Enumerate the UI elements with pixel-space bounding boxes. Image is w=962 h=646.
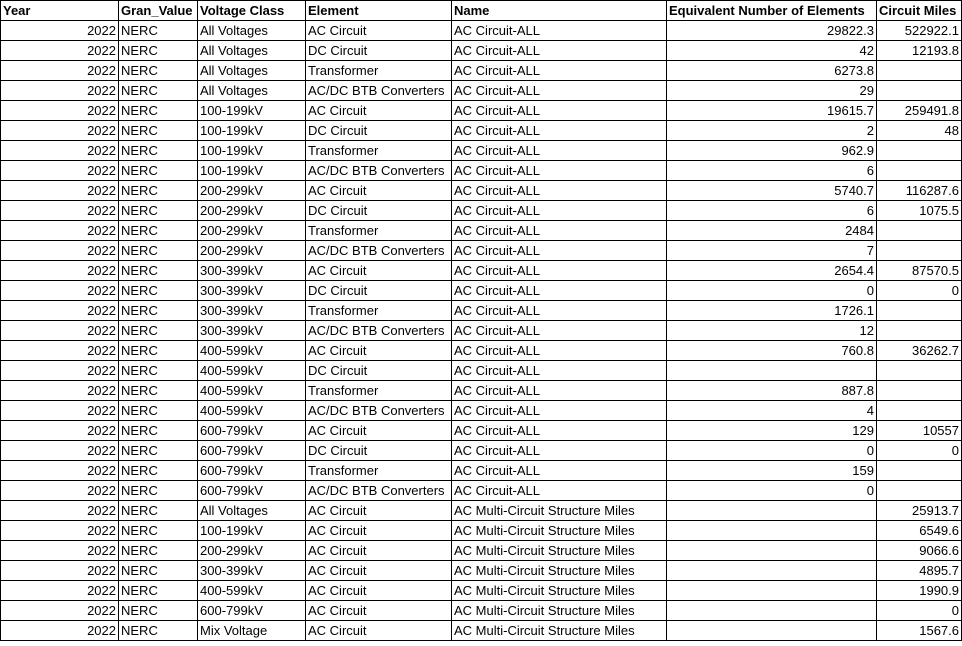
table-row <box>1 601 962 621</box>
cell-element[interactable]: AC Circuit <box>306 341 452 361</box>
table-row <box>1 581 962 601</box>
cell-gran-value[interactable]: NERC <box>119 361 198 381</box>
header-gran-value[interactable]: Gran_Value <box>119 1 198 21</box>
cell-element[interactable]: AC Circuit <box>306 601 452 621</box>
cell-equivalent-number[interactable] <box>667 601 877 621</box>
cell-equivalent-number[interactable] <box>667 521 877 541</box>
cell-equivalent-number[interactable]: 6 <box>667 201 877 221</box>
cell-element[interactable]: AC/DC BTB Converters <box>306 401 452 421</box>
table-row <box>1 61 962 81</box>
cell-year[interactable]: 2022 <box>1 121 119 141</box>
cell-circuit-miles[interactable] <box>877 161 962 181</box>
cell-gran-value[interactable]: NERC <box>119 121 198 141</box>
cell-voltage-class[interactable]: All Voltages <box>198 61 306 81</box>
cell-circuit-miles[interactable]: 9066.6 <box>877 541 962 561</box>
cell-equivalent-number[interactable]: 962.9 <box>667 141 877 161</box>
cell-name[interactable]: AC Circuit-ALL <box>452 261 667 281</box>
cell-gran-value[interactable]: NERC <box>119 521 198 541</box>
cell-circuit-miles[interactable]: 36262.7 <box>877 341 962 361</box>
table-row <box>1 281 962 301</box>
cell-year[interactable]: 2022 <box>1 301 119 321</box>
cell-circuit-miles[interactable] <box>877 301 962 321</box>
cell-equivalent-number[interactable]: 159 <box>667 461 877 481</box>
cell-circuit-miles[interactable]: 0 <box>877 601 962 621</box>
header-voltage-class[interactable]: Voltage Class <box>198 1 306 21</box>
cell-year[interactable]: 2022 <box>1 201 119 221</box>
cell-equivalent-number[interactable]: 12 <box>667 321 877 341</box>
cell-voltage-class[interactable]: All Voltages <box>198 41 306 61</box>
cell-year[interactable]: 2022 <box>1 361 119 381</box>
cell-equivalent-number[interactable]: 760.8 <box>667 341 877 361</box>
cell-name[interactable]: AC Circuit-ALL <box>452 301 667 321</box>
cell-circuit-miles[interactable]: 0 <box>877 441 962 461</box>
cell-name[interactable]: AC Circuit-ALL <box>452 201 667 221</box>
cell-element[interactable]: DC Circuit <box>306 441 452 461</box>
cell-year[interactable]: 2022 <box>1 441 119 461</box>
table-row <box>1 101 962 121</box>
table-row <box>1 141 962 161</box>
cell-circuit-miles[interactable] <box>877 81 962 101</box>
cell-gran-value[interactable]: NERC <box>119 61 198 81</box>
cell-gran-value[interactable]: NERC <box>119 221 198 241</box>
cell-circuit-miles[interactable]: 4895.7 <box>877 561 962 581</box>
cell-name[interactable]: AC Circuit-ALL <box>452 381 667 401</box>
cell-equivalent-number[interactable]: 4 <box>667 401 877 421</box>
cell-voltage-class[interactable]: 200-299kV <box>198 221 306 241</box>
cell-circuit-miles[interactable] <box>877 241 962 261</box>
header-year[interactable]: Year <box>1 1 119 21</box>
cell-circuit-miles[interactable]: 12193.8 <box>877 41 962 61</box>
cell-name[interactable]: AC Circuit-ALL <box>452 341 667 361</box>
table-row <box>1 621 962 641</box>
cell-element[interactable]: AC/DC BTB Converters <box>306 321 452 341</box>
cell-name[interactable]: AC Multi-Circuit Structure Miles <box>452 541 667 561</box>
table-row <box>1 201 962 221</box>
cell-year[interactable]: 2022 <box>1 81 119 101</box>
cell-voltage-class[interactable]: 400-599kV <box>198 381 306 401</box>
header-equivalent-number[interactable]: Equivalent Number of Elements <box>667 1 877 21</box>
cell-equivalent-number[interactable]: 887.8 <box>667 381 877 401</box>
table-row <box>1 221 962 241</box>
cell-circuit-miles[interactable]: 259491.8 <box>877 101 962 121</box>
cell-year[interactable]: 2022 <box>1 461 119 481</box>
cell-element[interactable]: DC Circuit <box>306 281 452 301</box>
cell-year[interactable]: 2022 <box>1 61 119 81</box>
cell-name[interactable]: AC Circuit-ALL <box>452 461 667 481</box>
cell-voltage-class[interactable]: 300-399kV <box>198 281 306 301</box>
cell-element[interactable]: AC Circuit <box>306 261 452 281</box>
cell-gran-value[interactable]: NERC <box>119 601 198 621</box>
cell-equivalent-number[interactable] <box>667 581 877 601</box>
cell-equivalent-number[interactable]: 129 <box>667 421 877 441</box>
cell-voltage-class[interactable]: 400-599kV <box>198 341 306 361</box>
table-row <box>1 301 962 321</box>
cell-gran-value[interactable]: NERC <box>119 481 198 501</box>
table-row <box>1 321 962 341</box>
cell-name[interactable]: AC Circuit-ALL <box>452 441 667 461</box>
cell-element[interactable]: AC Circuit <box>306 421 452 441</box>
cell-name[interactable]: AC Circuit-ALL <box>452 321 667 341</box>
cell-year[interactable]: 2022 <box>1 341 119 361</box>
cell-voltage-class[interactable]: 100-199kV <box>198 121 306 141</box>
cell-year[interactable]: 2022 <box>1 401 119 421</box>
cell-equivalent-number[interactable]: 2654.4 <box>667 261 877 281</box>
cell-voltage-class[interactable]: 600-799kV <box>198 461 306 481</box>
cell-voltage-class[interactable]: 400-599kV <box>198 361 306 381</box>
cell-equivalent-number[interactable]: 1726.1 <box>667 301 877 321</box>
cell-element[interactable]: DC Circuit <box>306 41 452 61</box>
cell-name[interactable]: AC Circuit-ALL <box>452 21 667 41</box>
cell-year[interactable]: 2022 <box>1 181 119 201</box>
cell-circuit-miles[interactable] <box>877 361 962 381</box>
cell-gran-value[interactable]: NERC <box>119 161 198 181</box>
cell-year[interactable]: 2022 <box>1 621 119 641</box>
cell-circuit-miles[interactable] <box>877 321 962 341</box>
cell-gran-value[interactable]: NERC <box>119 381 198 401</box>
cell-gran-value[interactable]: NERC <box>119 241 198 261</box>
cell-voltage-class[interactable]: 300-399kV <box>198 561 306 581</box>
cell-circuit-miles[interactable] <box>877 381 962 401</box>
cell-equivalent-number[interactable] <box>667 561 877 581</box>
cell-equivalent-number[interactable]: 0 <box>667 481 877 501</box>
cell-element[interactable]: AC/DC BTB Converters <box>306 481 452 501</box>
cell-voltage-class[interactable]: All Voltages <box>198 501 306 521</box>
table-row <box>1 41 962 61</box>
cell-equivalent-number[interactable]: 2 <box>667 121 877 141</box>
cell-equivalent-number[interactable]: 29822.3 <box>667 21 877 41</box>
header-circuit-miles[interactable]: Circuit Miles <box>877 1 962 21</box>
cell-name[interactable]: AC Circuit-ALL <box>452 181 667 201</box>
cell-element[interactable]: AC Circuit <box>306 181 452 201</box>
cell-element[interactable]: DC Circuit <box>306 121 452 141</box>
cell-name[interactable]: AC Circuit-ALL <box>452 161 667 181</box>
cell-circuit-miles[interactable]: 0 <box>877 281 962 301</box>
table-row <box>1 121 962 141</box>
cell-gran-value[interactable]: NERC <box>119 541 198 561</box>
cell-element[interactable]: DC Circuit <box>306 361 452 381</box>
cell-gran-value[interactable]: NERC <box>119 41 198 61</box>
cell-year[interactable]: 2022 <box>1 481 119 501</box>
table-row <box>1 241 962 261</box>
cell-year[interactable]: 2022 <box>1 261 119 281</box>
cell-element[interactable]: Transformer <box>306 61 452 81</box>
cell-year[interactable]: 2022 <box>1 381 119 401</box>
cell-voltage-class[interactable]: 200-299kV <box>198 201 306 221</box>
cell-gran-value[interactable]: NERC <box>119 581 198 601</box>
cell-circuit-miles[interactable]: 522922.1 <box>877 21 962 41</box>
header-name[interactable]: Name <box>452 1 667 21</box>
cell-circuit-miles[interactable] <box>877 141 962 161</box>
cell-name[interactable]: AC Circuit-ALL <box>452 421 667 441</box>
table-body <box>1 21 962 641</box>
cell-year[interactable]: 2022 <box>1 321 119 341</box>
cell-voltage-class[interactable]: 300-399kV <box>198 301 306 321</box>
cell-element[interactable]: Transformer <box>306 381 452 401</box>
cell-gran-value[interactable]: NERC <box>119 81 198 101</box>
cell-name[interactable]: AC Circuit-ALL <box>452 481 667 501</box>
cell-voltage-class[interactable]: 300-399kV <box>198 261 306 281</box>
cell-circuit-miles[interactable]: 10557 <box>877 421 962 441</box>
cell-gran-value[interactable]: NERC <box>119 201 198 221</box>
cell-equivalent-number[interactable]: 6 <box>667 161 877 181</box>
cell-year[interactable]: 2022 <box>1 501 119 521</box>
cell-equivalent-number[interactable]: 29 <box>667 81 877 101</box>
cell-circuit-miles[interactable] <box>877 461 962 481</box>
table-header <box>1 1 962 21</box>
cell-element[interactable]: AC Circuit <box>306 541 452 561</box>
cell-year[interactable]: 2022 <box>1 221 119 241</box>
cell-element[interactable]: AC Circuit <box>306 21 452 41</box>
cell-voltage-class[interactable]: 600-799kV <box>198 441 306 461</box>
cell-year[interactable]: 2022 <box>1 161 119 181</box>
cell-year[interactable]: 2022 <box>1 281 119 301</box>
table-row <box>1 421 962 441</box>
cell-name[interactable]: AC Circuit-ALL <box>452 361 667 381</box>
cell-element[interactable]: AC/DC BTB Converters <box>306 241 452 261</box>
cell-element[interactable]: AC/DC BTB Converters <box>306 161 452 181</box>
cell-voltage-class[interactable]: 100-199kV <box>198 161 306 181</box>
cell-circuit-miles[interactable]: 116287.6 <box>877 181 962 201</box>
cell-voltage-class[interactable]: 100-199kV <box>198 141 306 161</box>
cell-name[interactable]: AC Circuit-ALL <box>452 221 667 241</box>
cell-element[interactable]: AC Circuit <box>306 501 452 521</box>
cell-year[interactable]: 2022 <box>1 601 119 621</box>
cell-equivalent-number[interactable]: 5740.7 <box>667 181 877 201</box>
table-row <box>1 481 962 501</box>
cell-gran-value[interactable]: NERC <box>119 561 198 581</box>
cell-gran-value[interactable]: NERC <box>119 281 198 301</box>
cell-voltage-class[interactable]: 200-299kV <box>198 241 306 261</box>
cell-voltage-class[interactable]: 300-399kV <box>198 321 306 341</box>
cell-name[interactable]: AC Circuit-ALL <box>452 61 667 81</box>
cell-element[interactable]: AC Circuit <box>306 621 452 641</box>
cell-name[interactable]: AC Circuit-ALL <box>452 81 667 101</box>
table-row <box>1 521 962 541</box>
cell-year[interactable]: 2022 <box>1 521 119 541</box>
cell-equivalent-number[interactable] <box>667 501 877 521</box>
header-element[interactable]: Element <box>306 1 452 21</box>
table-row <box>1 181 962 201</box>
cell-name[interactable]: AC Circuit-ALL <box>452 141 667 161</box>
cell-element[interactable]: AC/DC BTB Converters <box>306 81 452 101</box>
table-row <box>1 441 962 461</box>
cell-name[interactable]: AC Circuit-ALL <box>452 401 667 421</box>
cell-gran-value[interactable]: NERC <box>119 181 198 201</box>
cell-element[interactable]: Transformer <box>306 141 452 161</box>
table-row <box>1 341 962 361</box>
cell-element[interactable]: Transformer <box>306 221 452 241</box>
table-row <box>1 161 962 181</box>
cell-voltage-class[interactable]: Mix Voltage <box>198 621 306 641</box>
cell-equivalent-number[interactable]: 7 <box>667 241 877 261</box>
cell-circuit-miles[interactable]: 25913.7 <box>877 501 962 521</box>
cell-equivalent-number[interactable]: 2484 <box>667 221 877 241</box>
cell-year[interactable]: 2022 <box>1 541 119 561</box>
cell-equivalent-number[interactable] <box>667 621 877 641</box>
cell-gran-value[interactable]: NERC <box>119 421 198 441</box>
cell-circuit-miles[interactable] <box>877 481 962 501</box>
cell-year[interactable]: 2022 <box>1 561 119 581</box>
cell-voltage-class[interactable]: All Voltages <box>198 81 306 101</box>
cell-equivalent-number[interactable]: 0 <box>667 281 877 301</box>
cell-circuit-miles[interactable] <box>877 61 962 81</box>
cell-voltage-class[interactable]: 200-299kV <box>198 541 306 561</box>
cell-circuit-miles[interactable]: 1990.9 <box>877 581 962 601</box>
cell-name[interactable]: AC Circuit-ALL <box>452 41 667 61</box>
cell-name[interactable]: AC Multi-Circuit Structure Miles <box>452 561 667 581</box>
cell-gran-value[interactable]: NERC <box>119 21 198 41</box>
cell-gran-value[interactable]: NERC <box>119 401 198 421</box>
cell-equivalent-number[interactable] <box>667 541 877 561</box>
cell-name[interactable]: AC Multi-Circuit Structure Miles <box>452 601 667 621</box>
cell-year[interactable]: 2022 <box>1 581 119 601</box>
cell-name[interactable]: AC Multi-Circuit Structure Miles <box>452 621 667 641</box>
cell-equivalent-number[interactable]: 42 <box>667 41 877 61</box>
cell-name[interactable]: AC Multi-Circuit Structure Miles <box>452 521 667 541</box>
cell-gran-value[interactable]: NERC <box>119 441 198 461</box>
cell-circuit-miles[interactable]: 6549.6 <box>877 521 962 541</box>
cell-voltage-class[interactable]: 400-599kV <box>198 581 306 601</box>
cell-year[interactable]: 2022 <box>1 141 119 161</box>
cell-element[interactable]: Transformer <box>306 301 452 321</box>
cell-voltage-class[interactable]: 400-599kV <box>198 401 306 421</box>
table-row <box>1 461 962 481</box>
cell-equivalent-number[interactable] <box>667 361 877 381</box>
cell-gran-value[interactable]: NERC <box>119 141 198 161</box>
cell-voltage-class[interactable]: 100-199kV <box>198 101 306 121</box>
cell-circuit-miles[interactable]: 1567.6 <box>877 621 962 641</box>
cell-year[interactable]: 2022 <box>1 421 119 441</box>
cell-element[interactable]: AC Circuit <box>306 561 452 581</box>
table-row <box>1 361 962 381</box>
cell-element[interactable]: AC Circuit <box>306 101 452 121</box>
cell-gran-value[interactable]: NERC <box>119 621 198 641</box>
cell-name[interactable]: AC Circuit-ALL <box>452 121 667 141</box>
cell-gran-value[interactable]: NERC <box>119 321 198 341</box>
cell-voltage-class[interactable]: 600-799kV <box>198 601 306 621</box>
cell-circuit-miles[interactable]: 1075.5 <box>877 201 962 221</box>
table-row <box>1 81 962 101</box>
cell-voltage-class[interactable]: 600-799kV <box>198 481 306 501</box>
table-row <box>1 381 962 401</box>
cell-equivalent-number[interactable]: 19615.7 <box>667 101 877 121</box>
cell-circuit-miles[interactable]: 87570.5 <box>877 261 962 281</box>
cell-element[interactable]: Transformer <box>306 461 452 481</box>
cell-year[interactable]: 2022 <box>1 241 119 261</box>
table-row <box>1 401 962 421</box>
cell-name[interactable]: AC Circuit-ALL <box>452 241 667 261</box>
cell-equivalent-number[interactable]: 0 <box>667 441 877 461</box>
cell-gran-value[interactable]: NERC <box>119 461 198 481</box>
cell-circuit-miles[interactable] <box>877 401 962 421</box>
cell-voltage-class[interactable]: 600-799kV <box>198 421 306 441</box>
cell-gran-value[interactable]: NERC <box>119 341 198 361</box>
cell-year[interactable]: 2022 <box>1 21 119 41</box>
cell-year[interactable]: 2022 <box>1 41 119 61</box>
table-row <box>1 561 962 581</box>
cell-gran-value[interactable]: NERC <box>119 261 198 281</box>
cell-gran-value[interactable]: NERC <box>119 101 198 121</box>
cell-element[interactable]: AC Circuit <box>306 521 452 541</box>
header-row <box>1 1 962 21</box>
cell-voltage-class[interactable]: All Voltages <box>198 21 306 41</box>
cell-circuit-miles[interactable]: 48 <box>877 121 962 141</box>
cell-equivalent-number[interactable]: 6273.8 <box>667 61 877 81</box>
cell-name[interactable]: AC Circuit-ALL <box>452 101 667 121</box>
cell-voltage-class[interactable]: 200-299kV <box>198 181 306 201</box>
cell-voltage-class[interactable]: 100-199kV <box>198 521 306 541</box>
cell-name[interactable]: AC Multi-Circuit Structure Miles <box>452 581 667 601</box>
table-row <box>1 21 962 41</box>
cell-name[interactable]: AC Circuit-ALL <box>452 281 667 301</box>
table-row <box>1 541 962 561</box>
cell-element[interactable]: DC Circuit <box>306 201 452 221</box>
cell-year[interactable]: 2022 <box>1 101 119 121</box>
cell-name[interactable]: AC Multi-Circuit Structure Miles <box>452 501 667 521</box>
table-row <box>1 261 962 281</box>
cell-element[interactable]: AC Circuit <box>306 581 452 601</box>
cell-gran-value[interactable]: NERC <box>119 501 198 521</box>
cell-circuit-miles[interactable] <box>877 221 962 241</box>
table-row <box>1 501 962 521</box>
cell-gran-value[interactable]: NERC <box>119 301 198 321</box>
